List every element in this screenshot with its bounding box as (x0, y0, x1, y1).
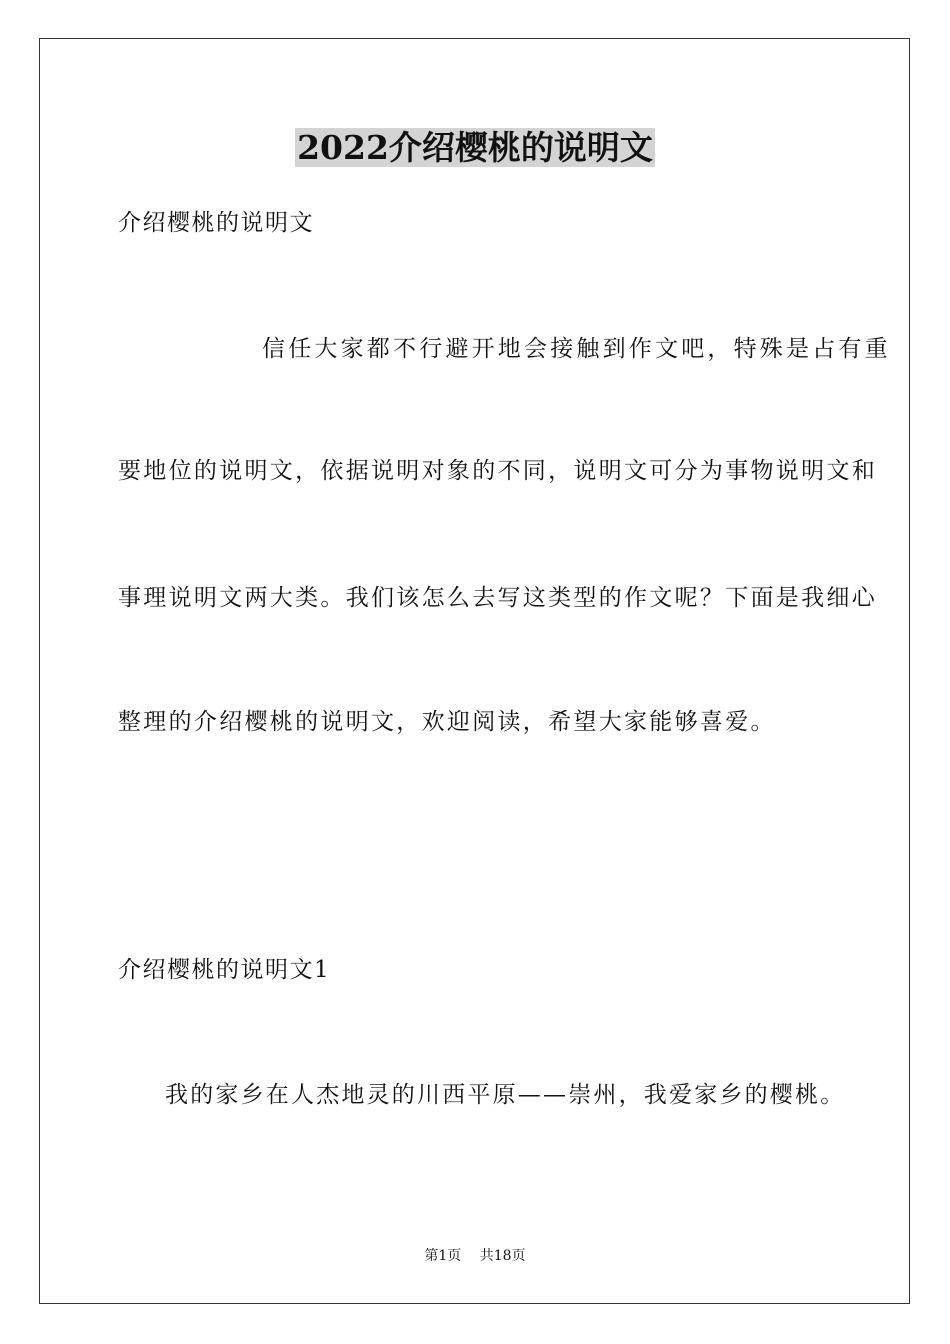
section-paragraph-line-1: 我的家乡在人杰地灵的川西平原——崇州，我爱家乡的樱桃。 (165, 1082, 846, 1108)
page-footer (0, 1246, 950, 1266)
document-subtitle: 介绍樱桃的说明文 (118, 210, 314, 236)
section-heading: 介绍樱桃的说明文1 (118, 957, 331, 983)
intro-line-3: 事理说明文两大类。我们该怎么去写这类型的作文呢？下面是我细心 (118, 585, 877, 611)
page-total: 共18页 (479, 1248, 526, 1264)
intro-line-2: 要地位的说明文，依据说明对象的不同，说明文可分为事物说明文和 (118, 458, 877, 484)
page-number: 第1页 (424, 1248, 462, 1264)
intro-line-1: 信任大家都不行避开地会接触到作文吧，特殊是占有重 (262, 336, 891, 362)
document-title-text: 2022介绍樱桃的说明文 (297, 128, 653, 167)
document-title (0, 126, 950, 170)
intro-line-4: 整理的介绍樱桃的说明文，欢迎阅读，希望大家能够喜爱。 (118, 709, 776, 735)
